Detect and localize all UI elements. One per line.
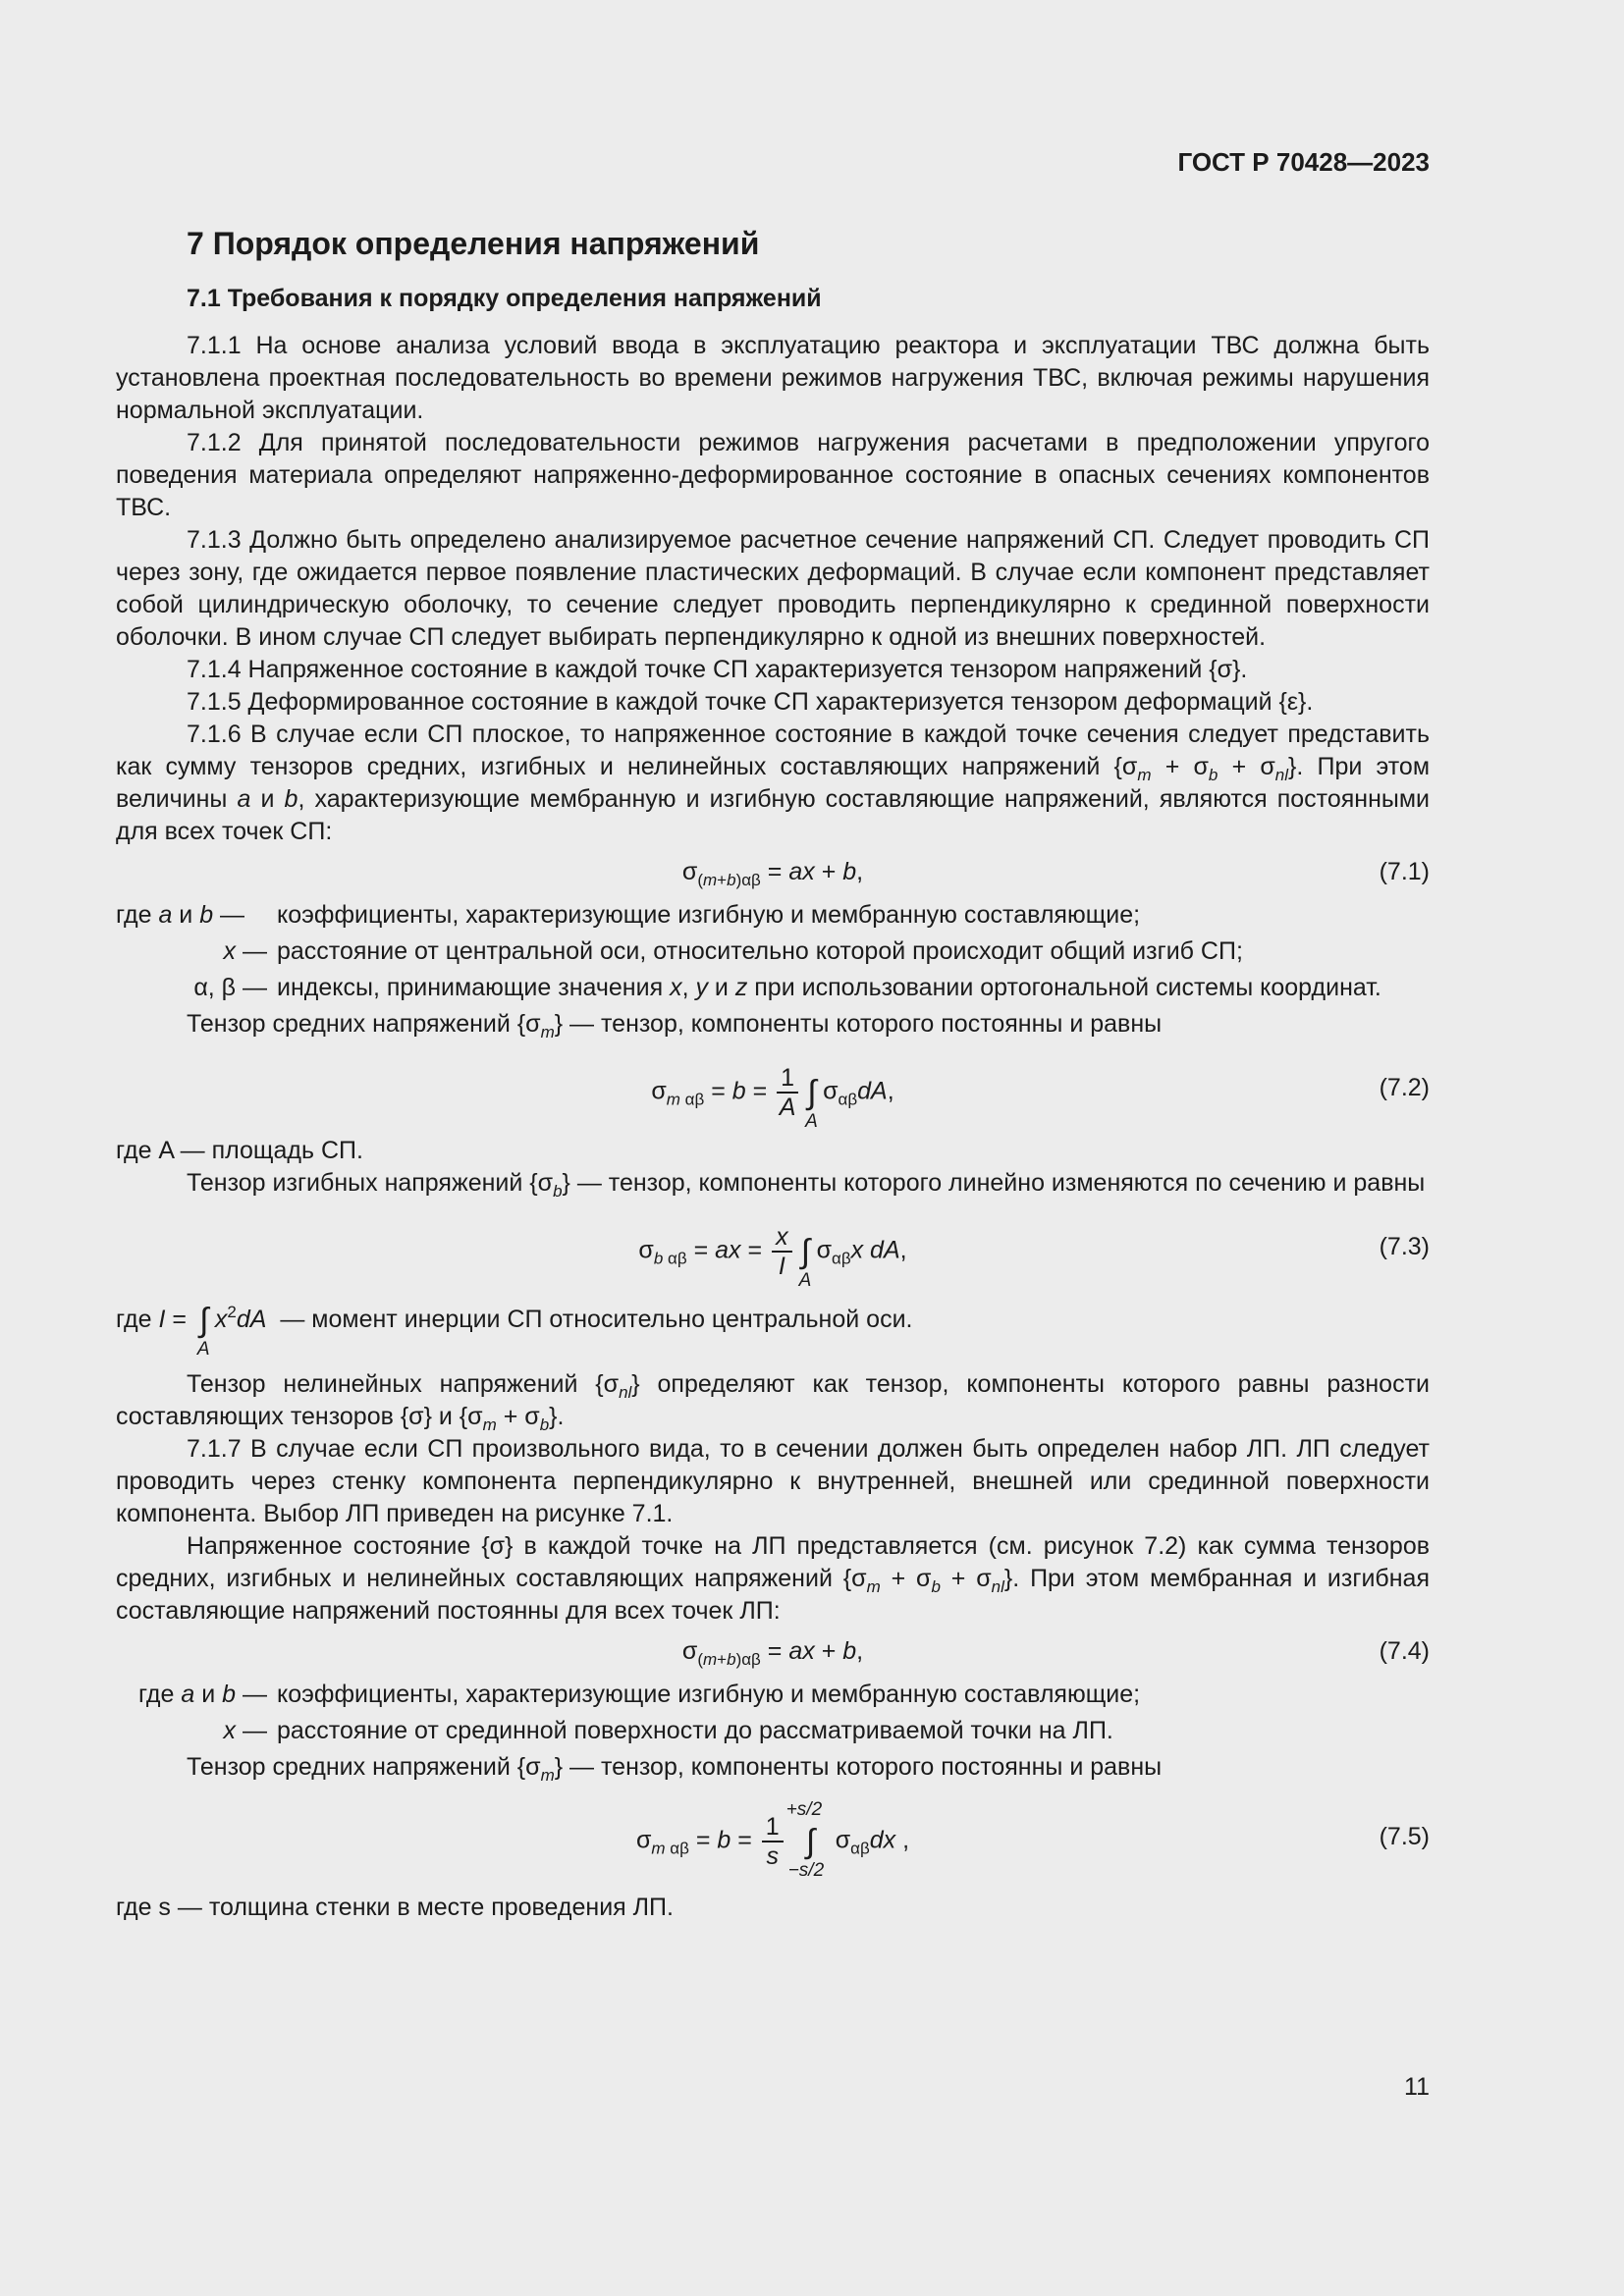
- paragraph-7-1-4: 7.1.4 Напряженное состояние в каждой точке СП характеризуется тензором напряжений {σ}.: [187, 656, 1248, 683]
- document-header: ГОСТ Р 70428—2023: [1177, 147, 1430, 177]
- content: [116, 224, 1430, 1924]
- page-number: 11: [1404, 2073, 1430, 2101]
- legend-7-1-x: x — расстояние от центральной оси, относительно которой происходит общий изгиб СП;: [223, 937, 1243, 965]
- paragraph-7-1-7: 7.1.7 В случае если СП произвольного вида, то в сечении должен быть определен набор ЛП. ЛП следует проводить через стенку компонента перпендикулярно к внутренней, внешней или срединной поверхности компонента. Выбор ЛП приведен на рисунке 7.1.: [116, 1435, 1430, 1527]
- equation-7-2: $\sigma_{m \alpha\beta} = b$ = $\frac{1}{A}$ ∫ A $\sigma_{\alpha\beta}dA$, (7.2): [651, 1064, 1430, 1132]
- bending-intro: Тензор изгибных напряжений $\{\sigma_b\}$ — тензор, компоненты которого линейно изменяются по сечению и равны: [187, 1169, 1426, 1201]
- stress-state-lp: Напряженное состояние {σ} в каждой точке на ЛП представляется (см. рисунок 7.2) как сумма тензоров средних, изгибных и нелинейных составляющих напряжений $\{\sigma_m + \sigma_b + \sigma_{nl}\}$. При этом мембранная и изгибная составляющие напряжений постоянны для всех точек ЛП:: [116, 1532, 1430, 1625]
- mean-tensor-intro: Тензор средних напряжений $\{\sigma_m\}$ — тензор, компоненты которого постоянны и равны: [187, 1010, 1163, 1041]
- paragraph-7-1-1: 7.1.1 На основе анализа условий ввода в эксплуатацию реактора и эксплуатации ТВС должна быть установлена проектная последовательность во времени режимов нагружения ТВС, включая режимы нарушения нормальной эксплуатации.: [116, 332, 1430, 424]
- mean-tensor-intro-2: Тензор средних напряжений $\{\sigma_m\}$ — тензор, компоненты которого постоянны и равны: [187, 1753, 1163, 1785]
- legend-7-1-alpha: α, β — индексы, принимающие значения x, y и z при использовании ортогональной системы координат.: [193, 974, 1381, 1001]
- paragraph-7-1-6: 7.1.6 В случае если СП плоское, то напряженное состояние в каждой точке сечения следует представить как сумму тензоров средних, изгибных и нелинейных составляющих напряжений $\{\sigma_m + \sigma_b + \sigma_{nl}\}$. При этом величины a и b, характеризующие мембранную и изгибную составляющие напряжений, являются постоянными для всех точек СП:: [116, 721, 1431, 845]
- section-title: 7 Порядок определения напряжений: [187, 226, 760, 261]
- equation-7-3: $\sigma_{b \alpha\beta}$ = ax = $\frac{x}{I}$ ∫ A $\sigma_{\alpha\beta}x$ dA, (7.3): [638, 1223, 1430, 1291]
- equation-7-5: $\sigma_{m \alpha\beta} = b$ = $\frac{1}{s}$ +s/2 ∫ −s/2 $\sigma_{\alpha\beta}dx$ , (7.5): [635, 1799, 1430, 1881]
- paragraph-7-1-5: 7.1.5 Деформированное состояние в каждой точке СП характеризуется тензором деформаций {ε}.: [187, 688, 1314, 716]
- paragraph-7-1-2: 7.1.2 Для принятой последовательности режимов нагружения расчетами в предположении упругого поведения материала определяют напряженно-деформированное состояние в опасных сечениях компонентов ТВС.: [116, 429, 1430, 521]
- subsection-title: 7.1 Требования к порядку определения напряжений: [187, 285, 822, 312]
- equation-7-1: $\sigma_{(m+b)\alpha\beta}$ = ax + b, (7.1): [681, 858, 1430, 889]
- nonlinear-tensor: Тензор нелинейных напряжений $\{\sigma_{nl}\}$ определяют как тензор, компоненты которого равны разности составляющих тензоров {σ} и $\{\sigma_m + \sigma_b\}$.: [116, 1370, 1430, 1434]
- where-s: где s — толщина стенки в месте проведения ЛП.: [116, 1894, 674, 1921]
- where-I: где I = ∫ A $x^2dA$ — момент инерции СП относительно центральной оси.: [116, 1302, 913, 1361]
- legend-7-1-ab: где a и b — коэффициенты, характеризующие изгибную и мембранную составляющие;: [116, 901, 1141, 929]
- legend-7-4-ab: где a и b — коэффициенты, характеризующие изгибную и мембранную составляющие;: [137, 1681, 1141, 1708]
- legend-7-4-x: x — расстояние от срединной поверхности до рассматриваемой точки на ЛП.: [223, 1717, 1113, 1744]
- equation-7-4: $\sigma_{(m+b)\alpha\beta}$ = ax + b, (7.4): [681, 1637, 1430, 1669]
- where-A: где A — площадь СП.: [116, 1137, 363, 1164]
- paragraph-7-1-3: 7.1.3 Должно быть определено анализируемое расчетное сечение напряжений СП. Следует проводить СП через зону, где ожидается первое появление пластических деформаций. В случае если компонент представляет собой цилиндрическую оболочку, то сечение следует проводить перпендикулярно к срединной поверхности оболочки. В ином случае СП следует выбирать перпендикулярно к одной из внешних поверхностей.: [116, 526, 1430, 651]
